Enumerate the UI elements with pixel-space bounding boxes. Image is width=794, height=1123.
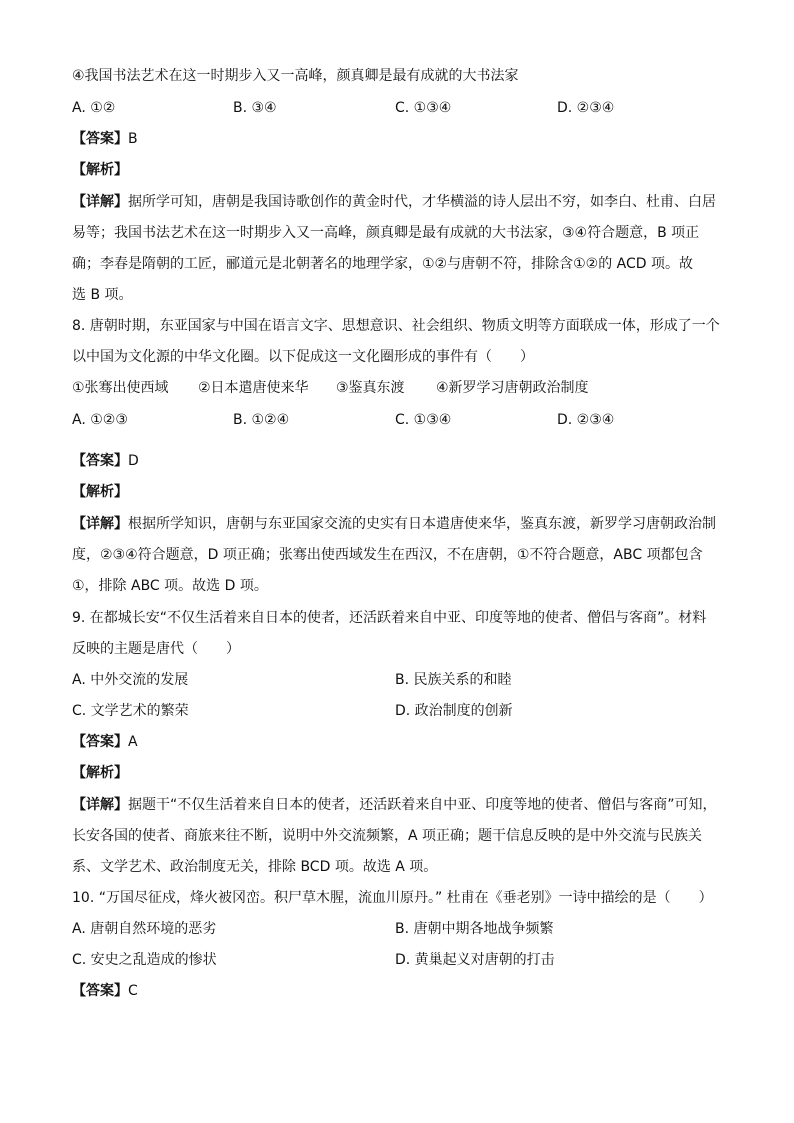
- q8-item-2: ②日本遣唐使来华: [198, 380, 309, 396]
- q7-option-d: D. ②③④: [557, 100, 615, 116]
- q9-analysis-heading: 【解析】: [72, 765, 128, 781]
- q10-answer: [72, 981, 138, 1001]
- answer-tag: 【答案】: [72, 983, 128, 999]
- detail-text: 根据所学知识，唐朝与东亚国家交流的史实有日本遣唐使来华，鉴真东渡，新罗学习唐朝政治制: [128, 516, 716, 532]
- answer-value: C: [128, 983, 138, 999]
- answer-value: A: [128, 734, 138, 750]
- q8-item-1: ①张骞出使西域: [72, 380, 169, 396]
- q7-detail-line: 选 B 项。: [72, 287, 133, 303]
- q7-detail-line: [72, 192, 716, 212]
- q8-option-d: D. ②③④: [557, 412, 615, 428]
- detail-text: 据题干“不仅生活着来自日本的使者，还活跃着来自中亚、印度等地的使者、僧侣与客商”可知，: [128, 797, 717, 813]
- q10-option-a: A. 唐朝自然环境的恶劣: [72, 921, 217, 937]
- q7-option-c: C. ①③④: [395, 100, 452, 116]
- q10-stem-line: 10. “万国尽征戍，烽火被冈峦。积尸草木腥，流血川原丹。” 杜甫在《垂老别》一诗中描绘的是（ ）: [72, 890, 713, 906]
- q8-stem-line: 以中国为文化源的中华文化圈。以下促成这一文化圈形成的事件有（ ）: [72, 349, 534, 365]
- q10-option-d: D. 黄巢起义对唐朝的打击: [395, 952, 555, 968]
- q8-detail-line: ①，排除 ABC 项。故选 D 项。: [72, 578, 268, 594]
- q7-option-b: B. ③④: [233, 100, 277, 116]
- q8-option-c: C. ①③④: [395, 412, 452, 428]
- answer-tag: 【答案】: [72, 453, 128, 469]
- q8-option-b: B. ①②④: [233, 412, 290, 428]
- q9-stem-line: 反映的主题是唐代（ ）: [72, 641, 240, 657]
- q9-option-a: A. 中外交流的发展: [72, 672, 189, 688]
- q7-detail-line: 确；李春是隋朝的工匠，郦道元是北朝著名的地理学家，①②与唐朝不符，排除含①②的 ACD 项。故: [72, 256, 693, 272]
- q9-answer: [72, 732, 138, 752]
- q8-analysis-heading: 【解析】: [72, 484, 128, 500]
- detail-tag: 【详解】: [72, 516, 128, 532]
- q9-option-d: D. 政治制度的创新: [395, 703, 513, 719]
- q8-detail-line: 度，②③④符合题意，D 项正确；张骞出使西域发生在西汉，不在唐朝，①不符合题意，ABC 项都包含: [72, 547, 703, 563]
- q8-detail-line: [72, 514, 716, 534]
- answer-value: B: [128, 131, 138, 147]
- q8-item-3: ③鉴真东渡: [336, 380, 405, 396]
- q9-option-b: B. 民族关系的和睦: [395, 672, 512, 688]
- answer-value: D: [128, 453, 139, 469]
- q7-answer: [72, 129, 138, 149]
- q8-stem-line: 8. 唐朝时期，东亚国家与中国在语言文字、思想意识、社会组织、物质文明等方面联成一体，形成了一个: [72, 318, 720, 334]
- q9-detail-line: [72, 795, 717, 815]
- answer-tag: 【答案】: [72, 734, 128, 750]
- q7-detail-line: 易等；我国书法艺术在这一时期步入又一高峰，颜真卿是最有成就的大书法家，③④符合题意，B 项正: [72, 225, 700, 241]
- detail-text: 据所学可知，唐朝是我国诗歌创作的黄金时代，才华横溢的诗人层出不穷，如李白、杜甫、白居: [128, 194, 716, 210]
- answer-tag: 【答案】: [72, 131, 128, 147]
- q9-option-c: C. 文学艺术的繁荣: [72, 703, 189, 719]
- detail-tag: 【详解】: [72, 194, 128, 210]
- q10-option-c: C. 安史之乱造成的惨状: [72, 952, 217, 968]
- q9-stem-line: 9. 在都城长安“不仅生活着来自日本的使者，还活跃着来自中亚、印度等地的使者、僧侣与客商”。材料: [72, 610, 707, 626]
- q7-option-a: A. ①②: [72, 100, 116, 116]
- q8-item-4: ④新罗学习唐朝政治制度: [436, 380, 589, 396]
- q7-analysis-heading: 【解析】: [72, 162, 128, 178]
- q9-detail-line: 系、文学艺术、政治制度无关，排除 BCD 项。故选 A 项。: [72, 859, 438, 875]
- q8-option-a: A. ①②③: [72, 412, 128, 428]
- q10-option-b: B. 唐朝中期各地战争频繁: [395, 921, 554, 937]
- q9-detail-line: 长安各国的使者、商旅来往不断，说明中外交流频繁，A 项正确；题干信息反映的是中外交流与民族关: [72, 828, 703, 844]
- q8-answer: [72, 451, 139, 471]
- detail-tag: 【详解】: [72, 797, 128, 813]
- q7-statement-4: ④我国书法艺术在这一时期步入又一高峰，颜真卿是最有成就的大书法家: [72, 68, 519, 84]
